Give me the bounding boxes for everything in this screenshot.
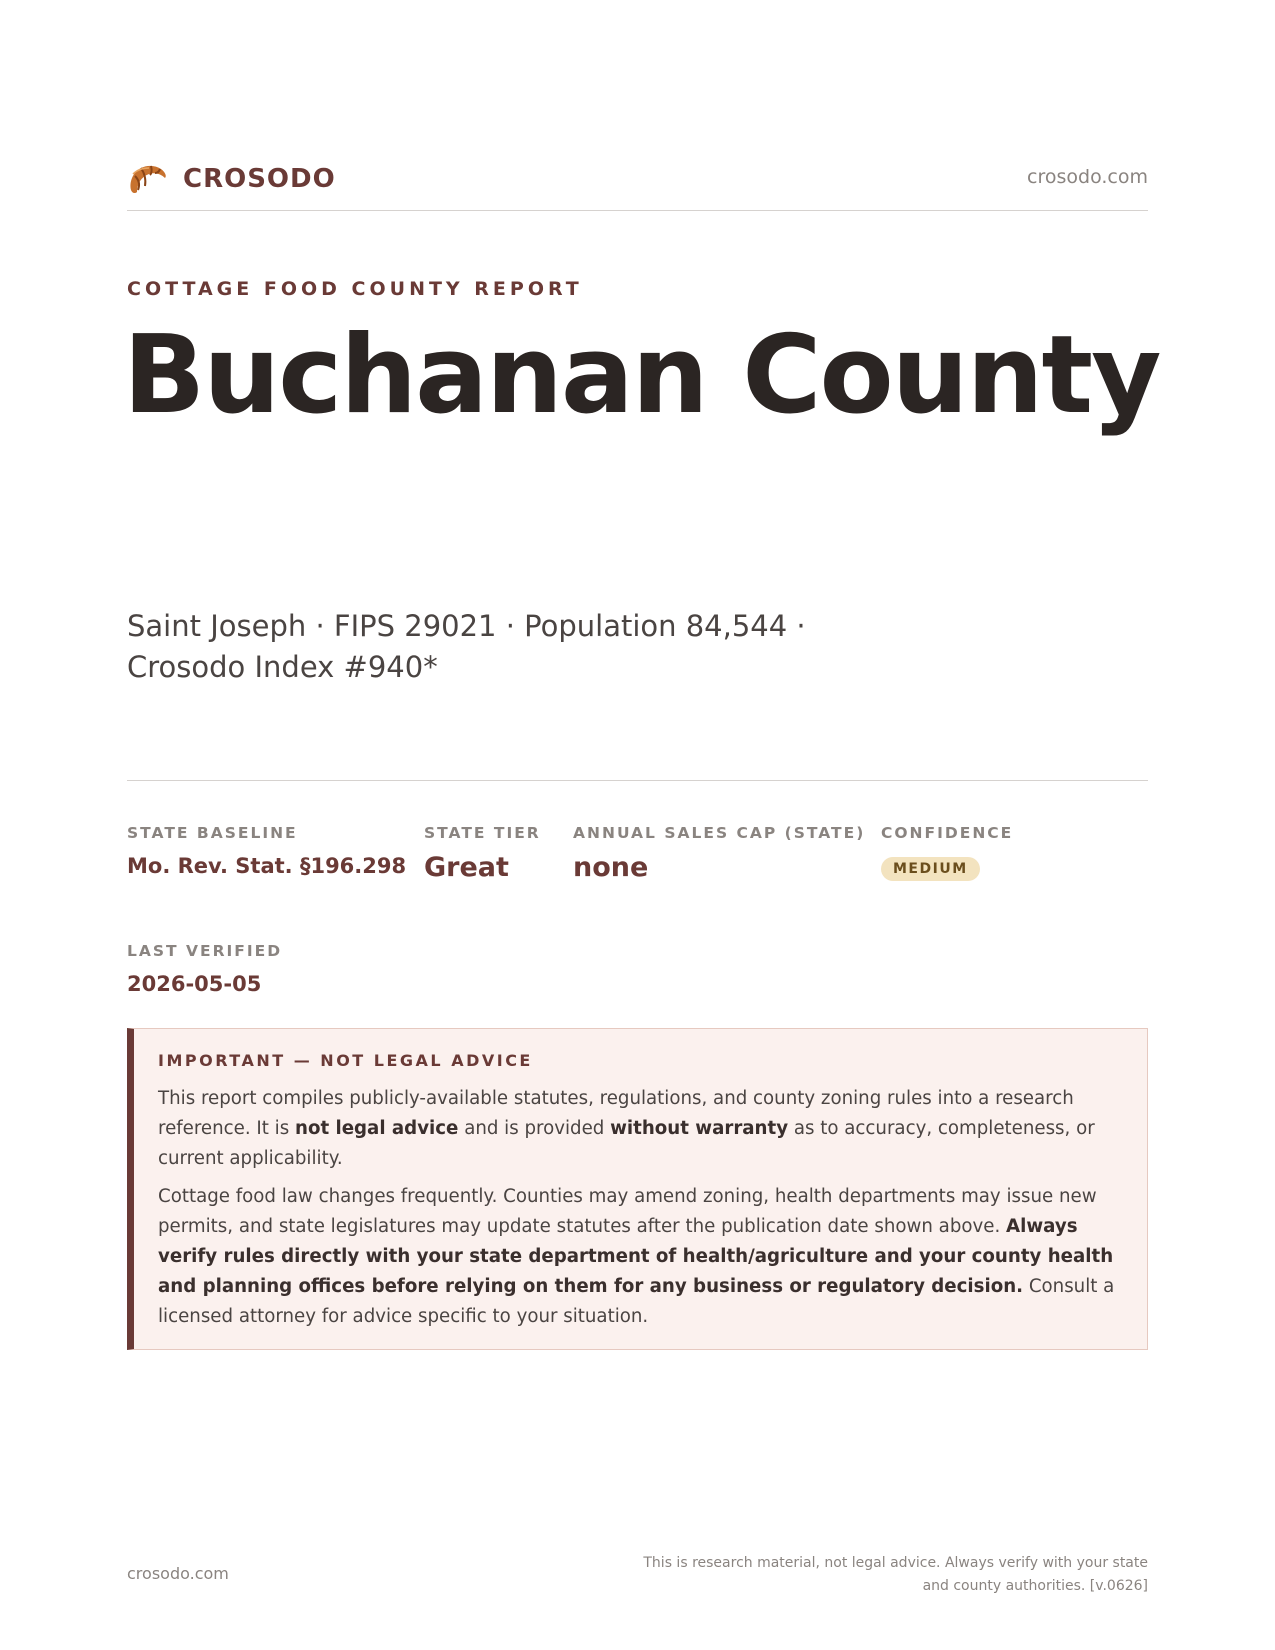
stat-label: STATE TIER (424, 824, 541, 842)
notice-emphasis: Always verify rules directly with your state department of health/agriculture and your county health and planning offices before relying on them for any business or regulatory decision. (158, 1216, 1114, 1297)
footer-disclaimer-line: This is research material, not legal advice. Always verify with your state (643, 1555, 1148, 1571)
notice-text: Cottage food law changes frequently. Counties may amend zoning, health departments may issue new permits, and state legislatures may update statutes after the publication date shown above. (158, 1186, 1097, 1237)
legal-notice (127, 1028, 1148, 1350)
footer-disclaimer-line: and county authorities. [v.0626] (922, 1578, 1148, 1594)
croissant-icon (127, 160, 169, 198)
notice-text: as to accuracy, completeness, or current applicability. (158, 1118, 1095, 1169)
notice-text: Consult a licensed attorney for advice specific to your situation. (158, 1276, 1115, 1327)
stat-state-tier (424, 824, 541, 883)
stat-state-baseline (127, 824, 406, 878)
stat-value: none (573, 852, 649, 883)
county-subline: Saint Joseph · FIPS 29021 · Population 84,544 · Crosodo Index #940* (127, 609, 806, 684)
notice-emphasis: not legal advice (295, 1118, 459, 1139)
page-title: Buchanan County (123, 313, 1160, 438)
footer-site-url[interactable]: crosodo.com (127, 1564, 229, 1583)
notice-title: IMPORTANT — NOT LEGAL ADVICE (158, 1051, 533, 1070)
page-header (127, 158, 1148, 211)
notice-paragraph-1 (158, 1084, 1123, 1174)
stat-value: Great (424, 852, 509, 883)
notice-emphasis: without warranty (610, 1118, 789, 1139)
report-eyebrow: COTTAGE FOOD COUNTY REPORT (127, 278, 583, 300)
stat-value: 2026-05-05 (127, 972, 262, 996)
stat-label: ANNUAL SALES CAP (STATE) (573, 824, 866, 842)
stat-confidence (881, 824, 1013, 881)
notice-paragraph-2 (158, 1182, 1123, 1332)
confidence-badge: MEDIUM (881, 857, 980, 881)
brand[interactable] (127, 160, 336, 198)
stat-sales-cap (573, 824, 865, 883)
site-url[interactable]: crosodo.com (1027, 166, 1148, 188)
stat-value: Mo. Rev. Stat. §196.298 (127, 854, 407, 878)
stat-label: LAST VERIFIED (127, 942, 283, 960)
stat-label: STATE BASELINE (127, 824, 298, 842)
section-divider (127, 780, 1148, 781)
stat-label: CONFIDENCE (881, 824, 1014, 842)
notice-text: and is provided (458, 1118, 611, 1139)
footer-disclaimer (588, 1552, 1148, 1598)
stat-last-verified (127, 942, 282, 996)
brand-name: CROSODO (183, 164, 336, 194)
report-page (123, 0, 1160, 1650)
notice-text: This report compiles publicly-available statutes, regulations, and county zoning rules into a research reference. It is (158, 1088, 1074, 1139)
